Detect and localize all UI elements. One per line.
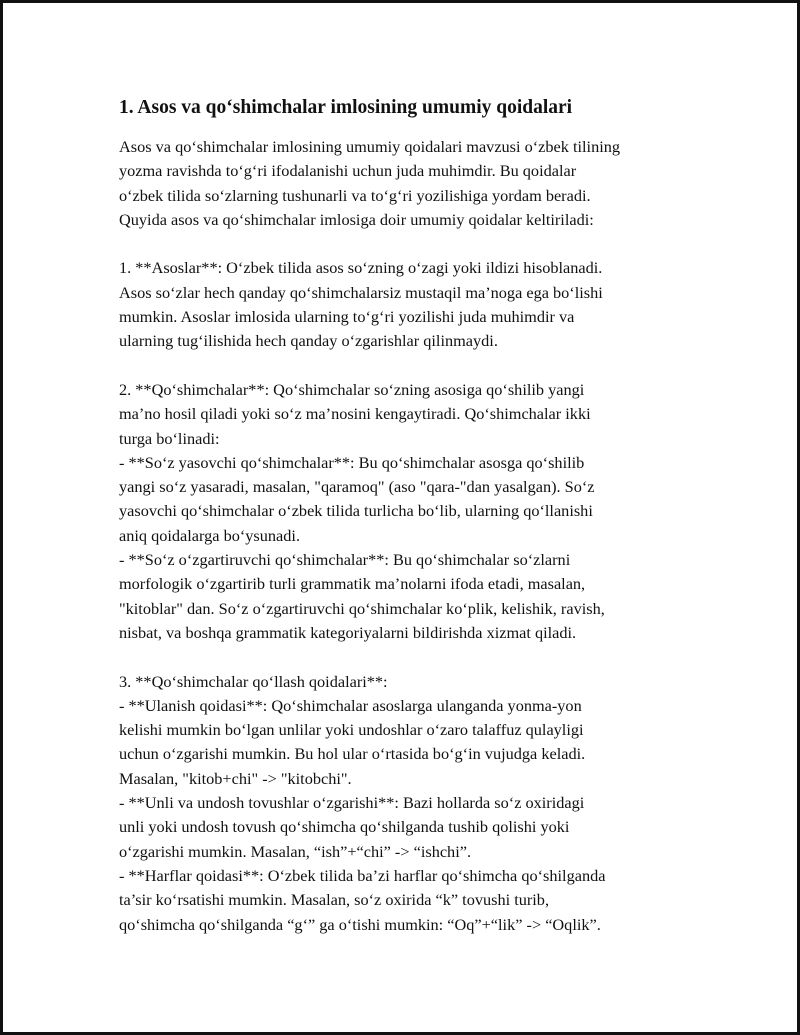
paragraph-gap [119, 354, 699, 378]
paragraph-gap [119, 645, 699, 669]
section-qollash-qoidalari: 3. **Qo‘shimchalar qo‘llash qoidalari**: - **Ulanish qoidasi**: Qo‘shimchalar asoslarga ulanganda yonma-yon kelishi mumkin bo‘lgan unlilar yoki undoshlar o‘zaro talaffuz qulayligi uchun o‘zgarishi mumkin. Bu hol ular o‘rtasida bo‘g‘in vujudga keladi. Masalan, "kitob+chi" -> "kitobchi". - **Unli va undosh tovushlar o‘zgarishi**: Bazi hollarda so‘z oxiridagi unli yoki undosh tovush qo‘shimcha qo‘shilganda tushib qolishi yoki o‘zgarishi mumkin. Masalan, “ish”+“chi” -> “ishchi”. - **Harflar qoidasi**: O‘zbek tilida ba’zi harflar qo‘shimcha qo‘shilganda ta’sir ko‘rsatishi mumkin. Masalan, so‘z oxirida “k” tovushi turib, qo‘shimcha qo‘shilganda “g‘” ga o‘tishi mumkin: “Oq”+“lik” -> “Oqlik”. [119, 671, 606, 934]
section-asoslar: 1. **Asoslar**: O‘zbek tilida asos so‘zning o‘zagi yoki ildizi hisoblanadi. Asos so‘zlar hech qanday qo‘shimchalarsiz mustaqil ma’noga ega bo‘lishi mumkin. Asoslar imlosida ularning to‘g‘ri yozilishi juda muhimdir va ularning tug‘ilishida hech qanday o‘zgarishlar qilinmaydi. [119, 258, 603, 351]
document-title: 1. Asos va qo‘shimchalar imlosining umumiy qoidalari [119, 97, 573, 118]
document-content [119, 95, 699, 937]
intro-paragraph: Asos va qo‘shimchalar imlosining umumiy qoidalari mavzusi o‘zbek tilining yozma ravishda to‘g‘ri ifodalanishi uchun juda muhimdir. Bu qoidalar o‘zbek tilida so‘zlarning tushunarli va to‘g‘ri yozilishiga yordam beradi. Quyida asos va qo‘shimchalar imlosiga doir umumiy qoidalar keltiriladi: [119, 137, 621, 229]
paragraph-gap [119, 232, 699, 256]
section-qoshimchalar: 2. **Qo‘shimchalar**: Qo‘shimchalar so‘zning asosiga qo‘shilib yangi ma’no hosil qiladi yoki so‘z ma’nosini kengaytiradi. Qo‘shimchalar ikki turga bo‘linadi: - **So‘z yasovchi qo‘shimchalar**: Bu qo‘shimchalar asosga qo‘shilib yangi so‘z yasaradi, masalan, "qaramoq" (aso "qara-"dan yasalgan). So‘z yasovchi qo‘shimchalar o‘zbek tilida turlicha bo‘lib, ularning qo‘llanishi aniq qoidalarga bo‘ysunadi. - **So‘z o‘zgartiruvchi qo‘shimchalar**: Bu qo‘shimchalar so‘zlarni morfologik o‘zgartirib turli grammatik ma’nolarni ifoda etadi, masalan, "kitoblar" dan. So‘z o‘zgartiruvchi qo‘shimchalar ko‘plik, kelishik, ravish, nisbat, va boshqa grammatik kategoriyalarni bildirishda xizmat qiladi. [119, 379, 605, 642]
